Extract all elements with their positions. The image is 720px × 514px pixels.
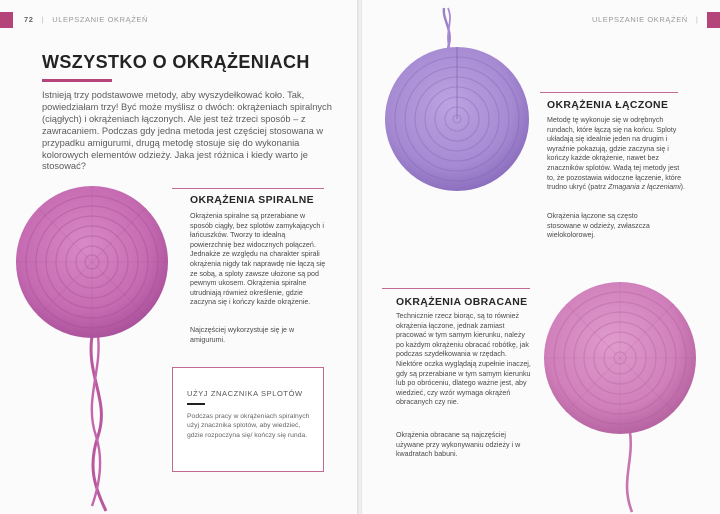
turned-body: Technicznie rzecz biorąc, są to również okrążenia łączone, jednak zamiast pracować w tym samym kierunku, należy po każdym okrążeniu obracać robótkę, jak podczas szydełkowania w rzędach. Niektóre oczka wyglądają zupełnie inaczej, gdy są przerabiane w tym samym kierunku lub po obróceniu, dlatego ważne jest, aby wiedzieć, czy wzór wymaga okrążeń obracanych czy nie.	[396, 312, 531, 407]
joined-heading: OKRĄŻENIA ŁĄCZONE	[547, 100, 669, 111]
tip-title: UŻYJ ZNACZNIKA SPLOTÓW	[187, 389, 303, 398]
spiral-round-photo	[14, 186, 184, 511]
joined-round-photo	[384, 8, 534, 198]
page-title: WSZYSTKO O OKRĄŻENIACH	[42, 52, 310, 72]
tip-box	[172, 367, 324, 472]
running-header-left: 72 | ULEPSZANIE OKRĄŻEŃ	[24, 15, 149, 24]
turned-section-rule	[382, 288, 530, 289]
joined-section-rule	[540, 92, 678, 93]
spiral-body-2: Najczęściej wykorzystuje się je w amigurumi.	[190, 326, 295, 344]
page-number: 72	[24, 15, 34, 24]
turned-heading: OKRĄŻENIA OBRACANE	[396, 297, 528, 308]
right-page	[362, 0, 720, 514]
chapter-tab	[707, 12, 720, 28]
spiral-heading: OKRĄŻENIA SPIRALNE	[190, 195, 315, 206]
running-header-right: ULEPSZANIE OKRĄŻEŃ |	[592, 15, 716, 24]
running-head-text: ULEPSZANIE OKRĄŻEŃ	[592, 15, 688, 24]
tip-title-rule	[187, 403, 205, 405]
left-page	[0, 0, 358, 514]
title-underline	[42, 79, 112, 82]
joined-body-end: ).	[680, 183, 685, 192]
joined-body-text: Metodę tę wykonuje się w odrębnych rundach, które łączą się na końcu. Sploty układają się idealnie jeden na drugim i wyraźnie pokazują, gdzie zaczyna się i kończy każde okrążenie, nawet bez znaczników splotów. Wadą tej metody jest to, że pozostawia widoczne łączenie, które trudno ukryć (patrz	[547, 116, 682, 192]
cross-reference-link: Zmagania z łączeniami	[608, 183, 681, 192]
chapter-tab	[0, 12, 13, 28]
joined-body	[547, 116, 689, 193]
intro-paragraph: Istnieją trzy podstawowe metody, aby wyszydełkować koło. Tak, powiedziałam trzy! Być może myślisz o dwóch: okrążeniach spiralnych (ciągłych) i okrążeniach łączonych. Ale jest też trzeci sposób – z zawracaniem. Podczas gdy jedna metoda jest częściej stosowana w przypadku amigurumi, drugą metodę stosuje się do wykonania kolorowych elementów odzieży. Jaka jest różnica i kiedy warto je stosować?	[42, 90, 332, 172]
turned-round-photo	[540, 282, 700, 512]
spiral-body: Okrążenia spiralne są przerabiane w sposób ciągły, bez splotów zamykających i łańcuszków. Tworzy to idealną powierzchnię bez widocznych połączeń. Jednakże ze względu na charakter spirali okrążenia nigdy tak naprawdę nie łączą się ze sobą, a sploty zawsze ułożone są pod pewnym ukosem. Okrążenia spiralne utrudniają również określenie, gdzie zaczyna się i kończy każde okrążenie.	[190, 212, 326, 307]
joined-body-2: Okrążenia łączone są często stosowane w odzieży, zwłaszcza wielokolorowej.	[547, 212, 650, 240]
spiral-section-rule	[172, 188, 324, 189]
turned-body-2: Okrążenia obracane są najczęściej używane przy wykonywaniu odzieży i w kwadratach babuni.	[396, 431, 521, 459]
running-head-text: ULEPSZANIE OKRĄŻEŃ	[52, 15, 149, 24]
tip-body: Podczas pracy w okrążeniach spiralnych użyj znacznika splotów, aby wiedzieć, gdzie rozpoczyna się/ kończy się runda.	[187, 413, 310, 439]
